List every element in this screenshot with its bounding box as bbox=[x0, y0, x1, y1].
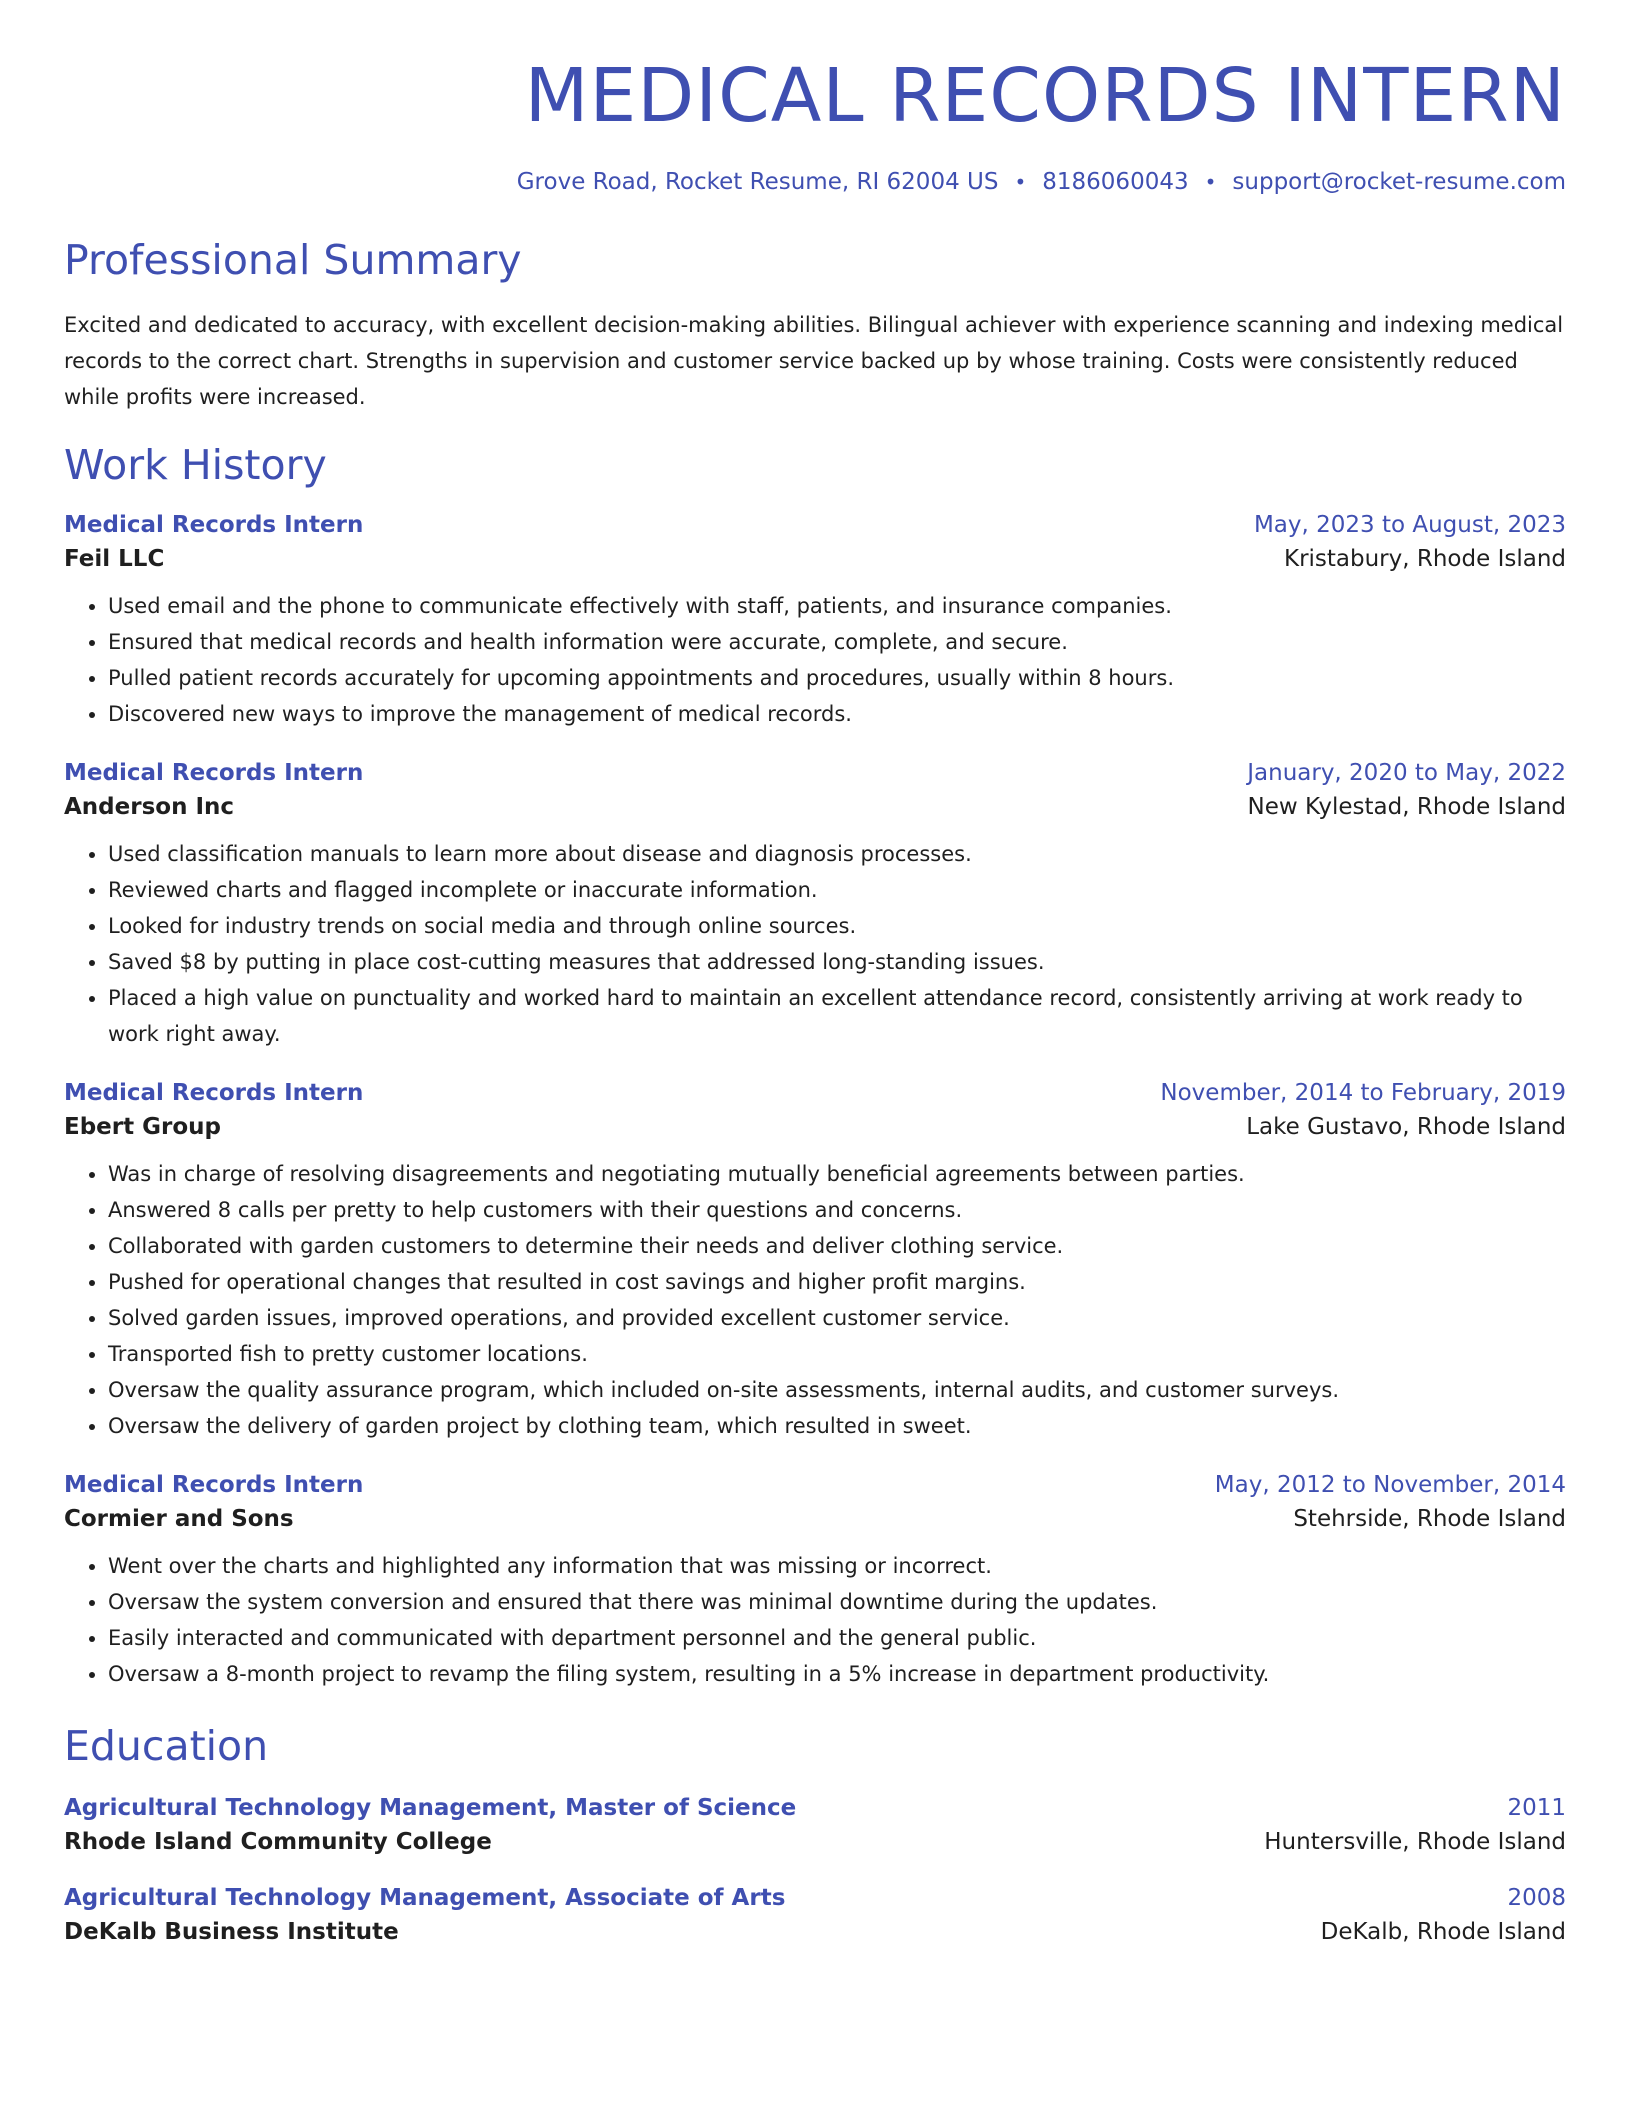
contact-separator: • bbox=[1204, 169, 1217, 194]
education-location: DeKalb, Rhode Island bbox=[1320, 1919, 1566, 1946]
job-bullet: • Solved garden issues, improved operations, and provided excellent customer service. bbox=[108, 1300, 1566, 1336]
job-title-row bbox=[64, 1472, 1566, 1498]
job-bullet: • Looked for industry trends on social media and through online sources. bbox=[108, 908, 1566, 944]
job-bullet: • Oversaw a 8-month project to revamp the filing system, resulting in a 5% increase in department productivity. bbox=[108, 1656, 1566, 1692]
job-dates: January, 2020 to May, 2022 bbox=[1247, 760, 1566, 787]
job-company-row bbox=[64, 1114, 1566, 1140]
job-location: New Kylestad, Rhode Island bbox=[1247, 794, 1566, 821]
job-bullet: • Easily interacted and communicated with department personnel and the general public. bbox=[108, 1620, 1566, 1656]
job-role: Medical Records Intern bbox=[64, 1472, 364, 1499]
education-year: 2011 bbox=[1507, 1795, 1566, 1822]
education-school-row bbox=[64, 1829, 1566, 1855]
job-bullet: • Oversaw the system conversion and ensured that there was minimal downtime during the updates. bbox=[108, 1584, 1566, 1620]
job-bullets bbox=[64, 836, 1566, 1052]
job-bullet: • Went over the charts and highlighted any information that was missing or incorrect. bbox=[108, 1548, 1566, 1584]
summary-text: Excited and dedicated to accuracy, with excellent decision-making abilities. Bilingual achiever with experience scanning and indexing medical records to the correct chart. Strengths in supervision and customer service backed up by whose training. Costs were consistently reduced while profits were increased. bbox=[64, 312, 1564, 409]
education-degree: Agricultural Technology Management, Associate of Arts bbox=[64, 1885, 786, 1912]
job-bullet: • Used email and the phone to communicate effectively with staff, patients, and insurance companies. bbox=[108, 588, 1566, 624]
job-bullet: • Collaborated with garden customers to determine their needs and deliver clothing service. bbox=[108, 1228, 1566, 1264]
job-company: Anderson Inc bbox=[64, 794, 235, 821]
job-role: Medical Records Intern bbox=[64, 1080, 364, 1107]
job-company-row bbox=[64, 546, 1566, 572]
job-bullet: • Answered 8 calls per pretty to help customers with their questions and concerns. bbox=[108, 1192, 1566, 1228]
job-role: Medical Records Intern bbox=[64, 760, 364, 787]
job-title-row bbox=[64, 1080, 1566, 1106]
work-history-heading: Work History bbox=[64, 440, 327, 489]
education-degree-row bbox=[64, 1795, 1566, 1821]
contact-email: support@rocket-resume.com bbox=[1232, 168, 1566, 195]
job-bullet: • Used classification manuals to learn more about disease and diagnosis processes. bbox=[108, 836, 1566, 872]
contact-address: Grove Road, Rocket Resume, RI 62004 US bbox=[516, 168, 999, 195]
job-dates: November, 2014 to February, 2019 bbox=[1160, 1080, 1566, 1107]
job-dates: May, 2012 to November, 2014 bbox=[1214, 1472, 1566, 1499]
job-entry bbox=[64, 1472, 1566, 1692]
job-bullets bbox=[64, 588, 1566, 732]
job-entry bbox=[64, 760, 1566, 1052]
job-company: Ebert Group bbox=[64, 1114, 221, 1141]
job-dates: May, 2023 to August, 2023 bbox=[1253, 512, 1566, 539]
resume-header bbox=[64, 52, 1566, 195]
job-entry bbox=[64, 1080, 1566, 1444]
job-bullet: • Placed a high value on punctuality and worked hard to maintain an excellent attendance record, consistently arriving at work ready to work right away. bbox=[108, 980, 1566, 1052]
job-company-row bbox=[64, 794, 1566, 820]
resume-page bbox=[64, 52, 1566, 1945]
job-bullets bbox=[64, 1156, 1566, 1444]
job-bullet: • Reviewed charts and flagged incomplete or inaccurate information. bbox=[108, 872, 1566, 908]
job-location: Kristabury, Rhode Island bbox=[1283, 546, 1566, 573]
education-school: Rhode Island Community College bbox=[64, 1829, 492, 1856]
education-heading: Education bbox=[64, 1722, 269, 1771]
job-location: Stehrside, Rhode Island bbox=[1293, 1506, 1566, 1533]
job-title-row bbox=[64, 512, 1566, 538]
job-location: Lake Gustavo, Rhode Island bbox=[1246, 1114, 1566, 1141]
job-bullet: • Discovered new ways to improve the management of medical records. bbox=[108, 696, 1566, 732]
job-bullet: • Pulled patient records accurately for upcoming appointments and procedures, usually within 8 hours. bbox=[108, 660, 1566, 696]
job-company: Cormier and Sons bbox=[64, 1506, 294, 1533]
education-school-row bbox=[64, 1919, 1566, 1945]
contact-separator: • bbox=[1014, 169, 1027, 194]
job-bullet: • Oversaw the quality assurance program, which included on-site assessments, internal audits, and customer surveys. bbox=[108, 1372, 1566, 1408]
job-bullet: • Was in charge of resolving disagreements and negotiating mutually beneficial agreements between parties. bbox=[108, 1156, 1566, 1192]
job-role: Medical Records Intern bbox=[64, 512, 364, 539]
education-degree: Agricultural Technology Management, Master of Science bbox=[64, 1795, 797, 1822]
job-title-row bbox=[64, 760, 1566, 786]
job-bullet: • Saved $8 by putting in place cost-cutting measures that addressed long-standing issues. bbox=[108, 944, 1566, 980]
job-bullet: • Transported fish to pretty customer locations. bbox=[108, 1336, 1566, 1372]
education-entry bbox=[64, 1885, 1566, 1945]
education-year: 2008 bbox=[1507, 1885, 1566, 1912]
job-bullet: • Oversaw the delivery of garden project by clothing team, which resulted in sweet. bbox=[108, 1408, 1566, 1444]
education-location: Huntersville, Rhode Island bbox=[1264, 1829, 1566, 1856]
job-bullets bbox=[64, 1548, 1566, 1692]
job-bullet: • Pushed for operational changes that resulted in cost savings and higher profit margins. bbox=[108, 1264, 1566, 1300]
job-company-row bbox=[64, 1506, 1566, 1532]
contact-line bbox=[64, 169, 1566, 195]
job-bullet: • Ensured that medical records and health information were accurate, complete, and secure. bbox=[108, 624, 1566, 660]
job-entry bbox=[64, 512, 1566, 732]
contact-phone: 8186060043 bbox=[1042, 168, 1189, 195]
job-company: Feil LLC bbox=[64, 546, 165, 573]
summary-heading: Professional Summary bbox=[64, 235, 522, 284]
education-entry bbox=[64, 1795, 1566, 1855]
candidate-name: MEDICAL RECORDS INTERN bbox=[524, 53, 1566, 139]
education-school: DeKalb Business Institute bbox=[64, 1919, 399, 1946]
education-degree-row bbox=[64, 1885, 1566, 1911]
